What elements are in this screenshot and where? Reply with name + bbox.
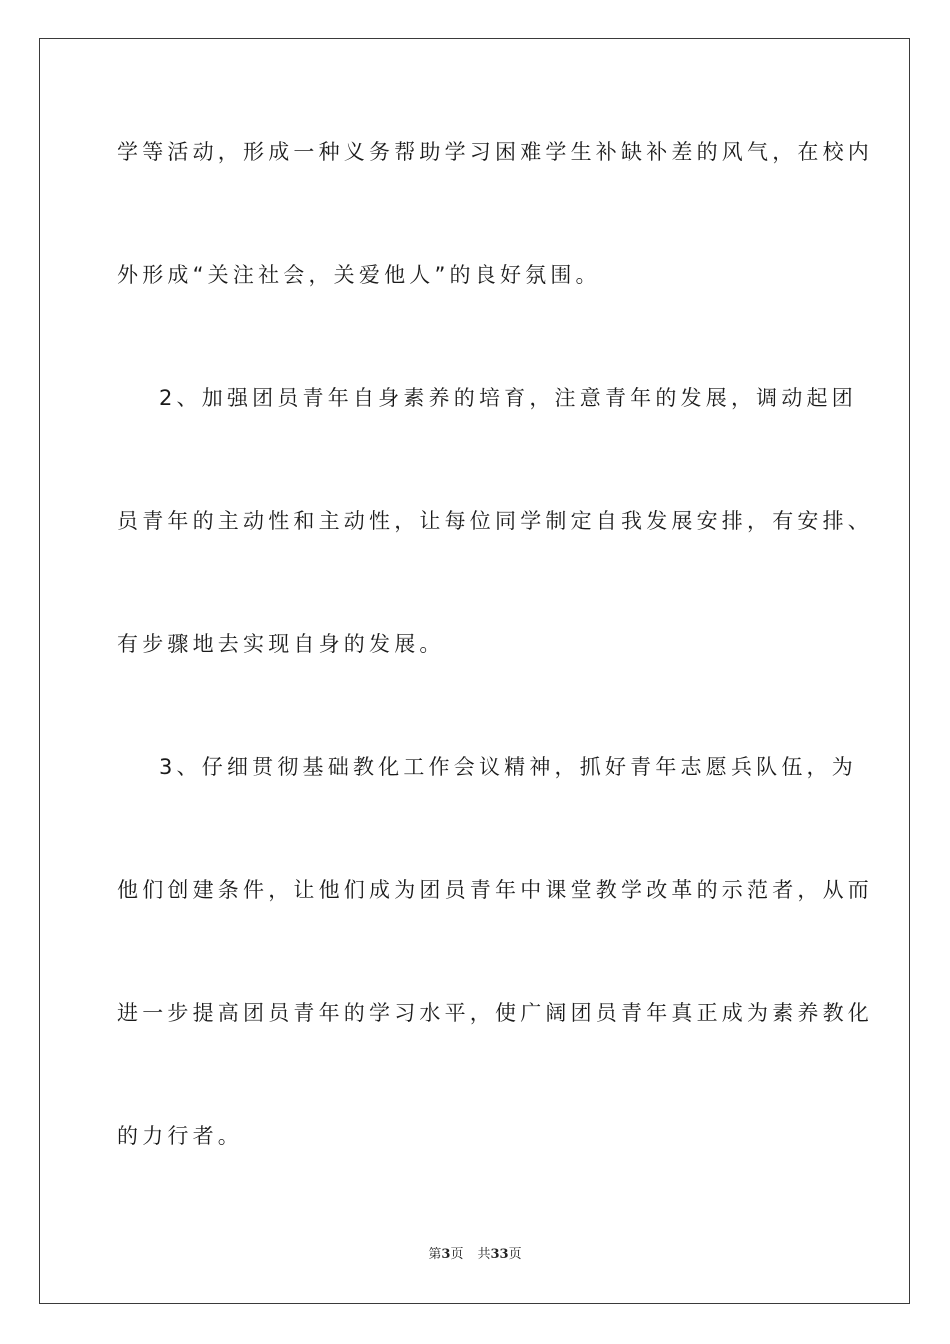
paragraph-2-first-line: 2、加强团员青年自身素养的培育，注意青年的发展，调动起团 xyxy=(159,386,857,410)
page-prefix: 第 xyxy=(428,1247,442,1262)
current-page-number: 3 xyxy=(441,1247,451,1262)
page-footer xyxy=(0,1246,950,1264)
page-border xyxy=(39,38,910,1304)
body-line-1: 学等活动，形成一种义务帮助学习困难学生补缺补差的风气，在校内 xyxy=(117,140,873,164)
body-line-8: 进一步提高团员青年的学习水平，使广阔团员青年真正成为素养教化 xyxy=(117,1001,873,1025)
page-suffix: 页 xyxy=(450,1247,464,1262)
body-line-9: 的力行者。 xyxy=(117,1124,243,1148)
paragraph-3-first-line: 3、仔细贯彻基础教化工作会议精神，抓好青年志愿兵队伍，为 xyxy=(159,755,857,779)
total-prefix: 共 xyxy=(477,1247,491,1262)
body-line-4: 员青年的主动性和主动性，让每位同学制定自我发展安排，有安排、 xyxy=(117,509,873,533)
body-line-7: 他们创建条件，让他们成为团员青年中课堂教学改革的示范者，从而 xyxy=(117,878,873,902)
body-line-5: 有步骤地去实现自身的发展。 xyxy=(117,632,445,656)
total-suffix: 页 xyxy=(508,1247,522,1262)
total-page-count: 33 xyxy=(490,1247,509,1262)
body-line-2: 外形成“关注社会，关爱他人”的良好氛围。 xyxy=(117,263,601,287)
